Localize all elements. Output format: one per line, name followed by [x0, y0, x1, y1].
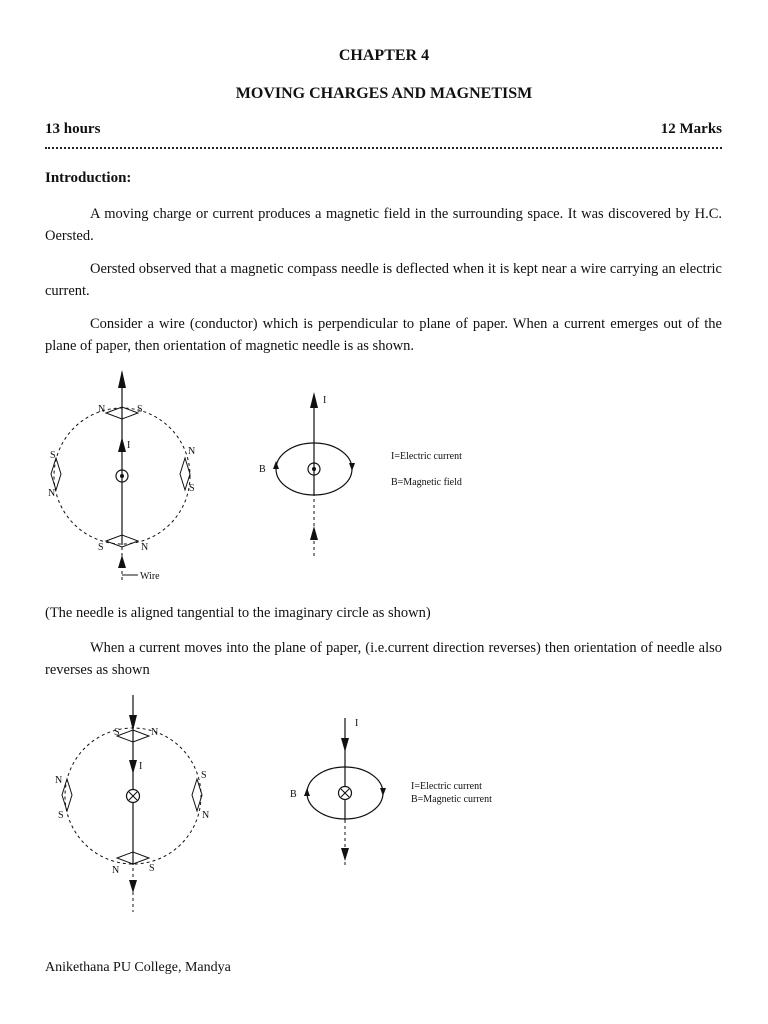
legend-current: I=Electric current	[391, 451, 462, 462]
arrow-up-icon	[118, 437, 126, 452]
current-label: I	[355, 718, 359, 729]
pole-label: N	[151, 727, 159, 738]
pole-label: S	[137, 404, 143, 415]
dotted-divider	[45, 147, 722, 149]
arrow-down-icon	[129, 760, 137, 774]
imaginary-circle	[54, 408, 190, 544]
marks-label: 12 Marks	[660, 121, 722, 137]
intro-heading: Introduction:	[45, 170, 132, 186]
arrow-down-icon	[341, 738, 349, 752]
field-loop	[276, 443, 352, 495]
paragraph-4	[45, 602, 722, 624]
arrow-up-icon	[310, 526, 318, 540]
field-loop-diagram-1	[259, 392, 462, 556]
compass-needle-top	[117, 730, 149, 742]
pole-label: N	[202, 810, 210, 821]
paragraph-2	[45, 258, 722, 302]
current-out-symbol-icon	[116, 470, 128, 482]
compass-needle-bottom	[117, 852, 149, 864]
compass-needle-right	[180, 458, 190, 490]
compass-needle-left	[51, 458, 61, 490]
field-label: B	[290, 789, 297, 800]
field-label: B	[259, 464, 266, 475]
arrow-down-icon	[380, 788, 386, 796]
pole-label: S	[149, 863, 155, 874]
arrow-up-icon	[118, 370, 126, 388]
paragraph-5-text: When a current moves into the plane of paper, (i.e.current direction reverses) then orientation of needle also reverses as shown	[45, 640, 722, 678]
pole-label: S	[189, 483, 195, 494]
current-label: I	[139, 761, 143, 772]
pole-label: S	[58, 810, 64, 821]
arrow-down-icon	[349, 463, 355, 471]
pole-label: N	[141, 542, 149, 553]
chapter-number: CHAPTER 4	[338, 47, 430, 64]
imaginary-circle	[65, 728, 201, 864]
legend-current: I=Electric current	[411, 781, 482, 792]
arrow-down-icon	[129, 715, 137, 731]
compass-needle-bottom	[106, 535, 138, 547]
legend-field: B=Magnetic field	[391, 477, 462, 488]
pole-label: S	[201, 770, 207, 781]
paragraph-3-text: Consider a wire (conductor) which is perpendicular to plane of paper. When a current emerges out of the plane of paper, then orientation of magnetic needle is as shown.	[45, 316, 722, 354]
footer-college: Anikethana PU College, Mandya	[45, 960, 231, 975]
compass-circle-diagram-1	[48, 370, 195, 582]
compass-needle-left	[62, 779, 72, 811]
paragraph-3	[45, 313, 722, 357]
arrow-up-icon	[118, 555, 126, 568]
arrow-up-icon	[273, 461, 279, 469]
compass-circle-diagram-2	[55, 695, 209, 912]
chapter-title: MOVING CHARGES AND MAGNETISM	[235, 85, 533, 102]
current-out-symbol-icon	[308, 463, 320, 475]
compass-needle-right	[192, 779, 202, 811]
pole-label: S	[50, 450, 56, 461]
arrow-up-icon	[304, 788, 310, 796]
hours-label: 13 hours	[45, 121, 101, 137]
pole-label: N	[48, 488, 56, 499]
paragraph-1-text: A moving charge or current produces a magnetic field in the surrounding space. It was discovered by H.C. Oersted.	[45, 206, 722, 244]
paragraph-1	[45, 203, 722, 247]
paragraph-5	[45, 637, 722, 681]
field-loop	[307, 767, 383, 819]
current-in-symbol-icon	[339, 787, 352, 800]
pole-label: N	[188, 446, 196, 457]
pole-label: N	[98, 404, 106, 415]
current-label: I	[127, 440, 131, 451]
pole-label: S	[98, 542, 104, 553]
pole-label: N	[112, 865, 120, 876]
paragraph-4-text: (The needle is aligned tangential to the imaginary circle as shown)	[45, 605, 431, 621]
arrow-down-icon	[341, 848, 349, 861]
field-loop-diagram-2	[290, 718, 492, 868]
current-label: I	[323, 395, 327, 406]
compass-needle-top	[106, 407, 138, 419]
arrow-up-icon	[310, 392, 318, 408]
legend-field: B=Magnetic current	[411, 794, 492, 805]
pole-label: N	[55, 775, 63, 786]
current-in-symbol-icon	[127, 790, 140, 803]
pole-label: S	[114, 727, 120, 738]
wire-label: Wire	[140, 571, 160, 582]
arrow-down-icon	[129, 880, 137, 893]
paragraph-2-text: Oersted observed that a magnetic compass needle is deflected when it is kept near a wire carrying an electric current.	[45, 261, 722, 299]
